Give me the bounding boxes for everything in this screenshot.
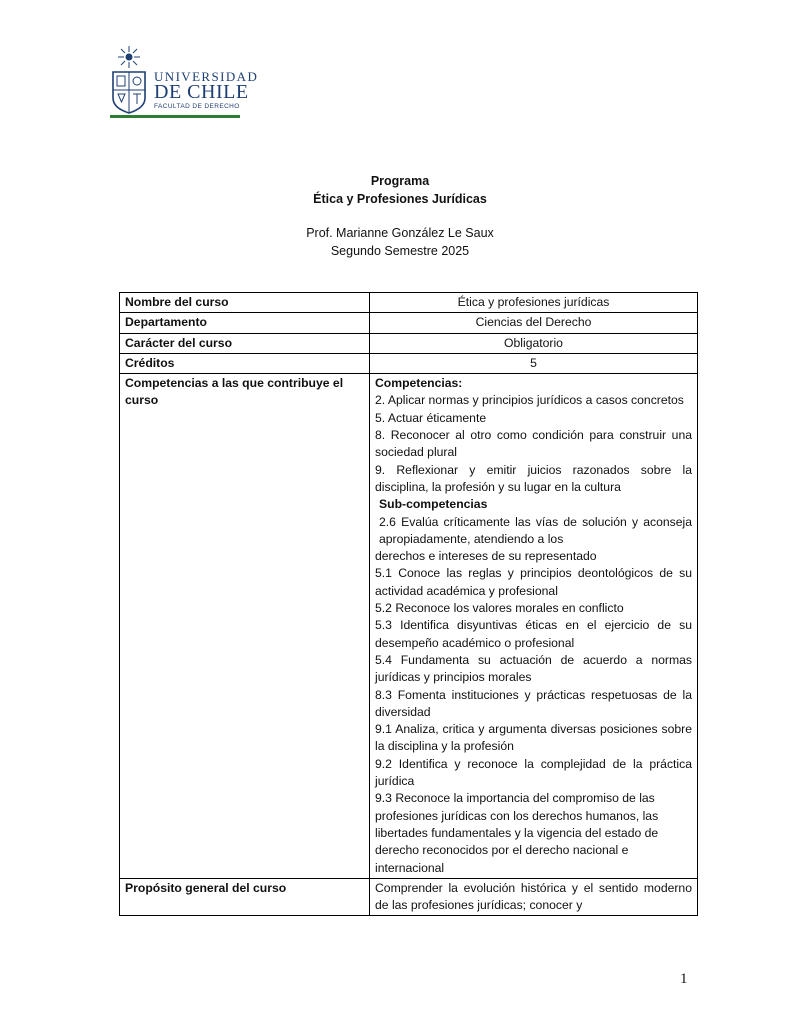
table-row-proposito bbox=[120, 878, 698, 916]
semester: Segundo Semestre 2025 bbox=[330, 244, 470, 258]
sub-competencia-item: 5.4 Fundamenta su actuación de acuerdo a normas jurídicas y principios morales bbox=[375, 652, 692, 685]
row-label: Departamento bbox=[120, 313, 370, 333]
sub-competencia-item: 5.1 Conoce las reglas y principios deontológicos de su actividad académica y profesional bbox=[375, 566, 692, 598]
university-logo bbox=[110, 46, 259, 118]
competencias-cell bbox=[370, 374, 698, 879]
logo-green-bar bbox=[110, 115, 240, 118]
university-seal-icon bbox=[110, 46, 148, 114]
row-value: Obligatorio bbox=[370, 333, 698, 353]
row-value: Ciencias del Derecho bbox=[370, 313, 698, 333]
sub-competencia-item: 2.6 Evalúa críticamente las vías de solución y aconseja apropiadamente, atendiendo a los bbox=[379, 514, 692, 546]
row-label: Carácter del curso bbox=[120, 333, 370, 353]
table-row bbox=[120, 293, 698, 313]
sub-competencias-heading: Sub-competencias bbox=[379, 497, 488, 512]
competencia-item: 8. Reconocer al otro como condición para construir una sociedad plural bbox=[375, 428, 692, 460]
row-label: Nombre del curso bbox=[120, 293, 370, 313]
row-label: Créditos bbox=[120, 353, 370, 373]
row-label: Competencias a las que contribuye el curso bbox=[120, 374, 370, 879]
sub-competencia-item: 9.3 Reconoce la importancia del compromiso de las profesiones jurídicas con los derechos humanos, las libertades fundamentales y la vigencia del estado de derecho reconocidos por el derecho nacional e internacional bbox=[375, 791, 659, 875]
row-label: Propósito general del curso bbox=[120, 878, 370, 916]
sub-competencia-item: 9.2 Identifica y reconoce la complejidad de la práctica jurídica bbox=[375, 756, 692, 789]
row-value: Ética y profesiones jurídicas bbox=[370, 293, 698, 313]
professor-name: Prof. Marianne González Le Saux bbox=[306, 226, 494, 240]
table-row bbox=[120, 313, 698, 333]
competencia-item: 9. Reflexionar y emitir juicios razonados sobre la disciplina, la profesión y su lugar en la cultura bbox=[375, 462, 692, 494]
document-subtitle: Ética y Profesiones Jurídicas bbox=[313, 192, 487, 206]
sub-competencia-item: 8.3 Fomenta instituciones y prácticas respetuosas de la diversidad bbox=[375, 687, 692, 719]
course-info-table bbox=[119, 292, 698, 916]
table-row bbox=[120, 353, 698, 373]
table-row-competencias bbox=[120, 374, 698, 879]
competencias-heading: Competencias: bbox=[375, 376, 463, 391]
proposito-text: Comprender la evolución histórica y el sentido moderno de las profesiones jurídicas; conocer y bbox=[370, 878, 698, 916]
table-row bbox=[120, 333, 698, 353]
logo-line-faculty: FACULTAD DE DERECHO bbox=[154, 103, 240, 110]
row-value: 5 bbox=[370, 353, 698, 373]
sub-competencia-item: 9.1 Analiza, critica y argumenta diversas posiciones sobre la disciplina y la profesión bbox=[375, 722, 692, 754]
sub-competencia-item: 5.2 Reconoce los valores morales en conflicto bbox=[375, 601, 624, 616]
sub-competencia-item: 5.3 Identifica disyuntivas éticas en el ejercicio de su desempeño académico o profesional bbox=[375, 618, 692, 650]
competencia-item: 5. Actuar éticamente bbox=[375, 410, 487, 425]
competencia-item: 2. Aplicar normas y principios jurídicos a casos concretos bbox=[375, 393, 684, 408]
logo-wordmark bbox=[154, 70, 258, 111]
document-title: Programa bbox=[370, 174, 430, 188]
sub-competencia-item: derechos e intereses de su representado bbox=[375, 549, 597, 564]
logo-line-university: UNIVERSIDAD bbox=[154, 69, 259, 84]
page-number: 1 bbox=[680, 971, 688, 987]
logo-line-de-chile: DE CHILE bbox=[154, 81, 249, 103]
